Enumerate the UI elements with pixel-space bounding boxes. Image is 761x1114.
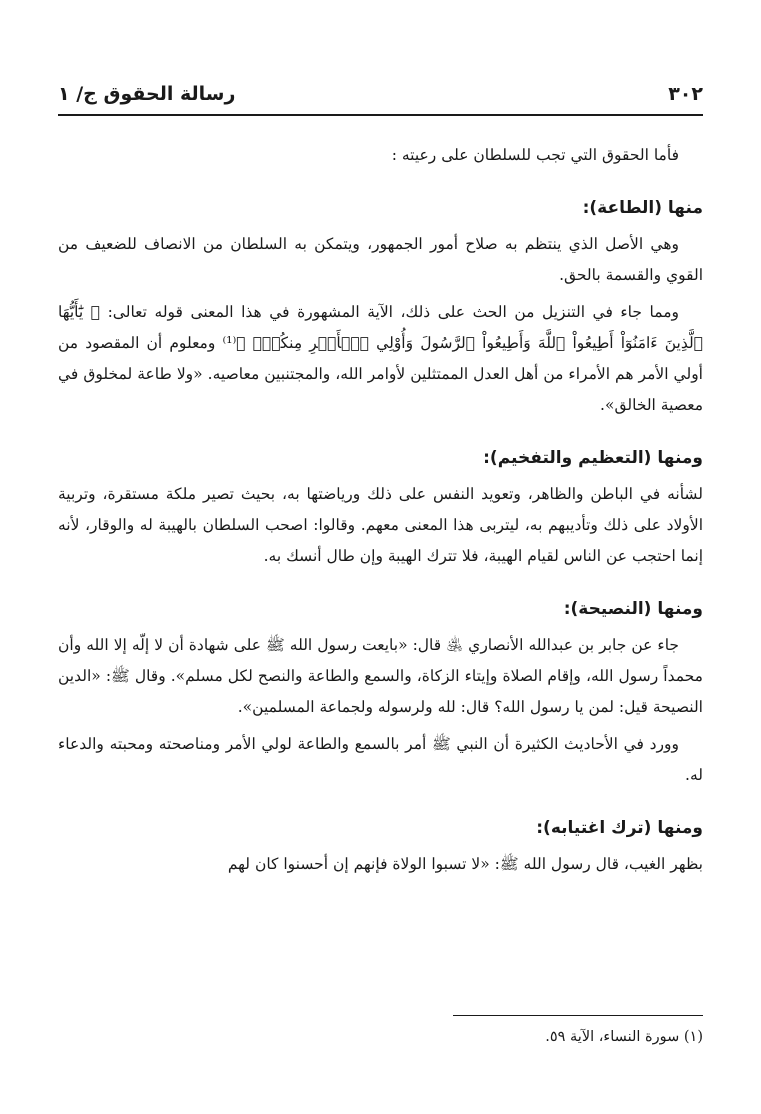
paragraph-obedience-2: ومما جاء في التنزيل من الحث على ذلك، الآية المشهورة في هذا المعنى قوله تعالى: ﴿ يَٰٓأَيُّهَا ٱلَّذِينَ ءَامَنُوٓاْ أَطِيعُواْ ٱللَّهَ وَأَطِيعُواْ ٱلرَّسُولَ وَأُوْلِي ٱلۡأَمۡرِ مِنكُمۡۖ ﴾⁽¹⁾ ومعلوم أن المقصود من أولي الأمر هم الأمراء من أهل العدل الممتثلين لأوامر الله، والمجتنبين معاصيه. «ولا طاعة لمخلوق في معصية الخالق». bbox=[58, 303, 703, 414]
section-heading-advice: ومنها (النصيحة): bbox=[563, 599, 703, 619]
page-header bbox=[58, 74, 703, 116]
paragraph-advice-2: وورد في الأحاديث الكثيرة أن النبي ﷺ أمر بالسمع والطاعة لولي الأمر ومناصحته ومحبته والدعاء له. bbox=[58, 735, 703, 784]
page-body bbox=[58, 140, 703, 880]
section-heading-backbiting: ومنها (ترك اغتيابه): bbox=[536, 818, 703, 838]
book-title: رسالة الحقوق ج/ ١ bbox=[58, 83, 236, 105]
page-number: ٣٠٢ bbox=[668, 83, 703, 105]
paragraph-advice-1: جاء عن جابر بن عبدالله الأنصاري ﵁ قال: «بايعت رسول الله ﷺ على شهادة أن لا إلّه إلا الله وأن محمداً رسول الله، وإقام الصلاة وإيتاء الزكاة، والسمع والطاعة والنصح لكل مسلم». وقال ﷺ: «الدين النصيحة قيل: لمن يا رسول الله؟ قال: لله ولرسوله ولجماعة المسلمين». bbox=[58, 636, 703, 716]
section-heading-obedience: منها (الطاعة): bbox=[582, 198, 703, 218]
footnote-separator bbox=[453, 1015, 703, 1016]
intro-line: فأما الحقوق التي تجب للسلطان على رعيته : bbox=[391, 146, 679, 164]
section-heading-reverence: ومنها (التعظيم والتفخيم): bbox=[483, 448, 703, 468]
footnote: (١) سورة النساء، الآية ٥٩. bbox=[545, 1029, 703, 1045]
paragraph-backbiting-1: بظهر الغيب، قال رسول الله ﷺ: «لا تسبوا الولاة فإنهم إن أحسنوا كان لهم bbox=[227, 855, 703, 873]
paragraph-reverence-1: لشأنه في الباطن والظاهر، وتعويد النفس على ذلك ورياضتها به، بحيث تصير ملكة مستقرة، وتربية الأولاد على ذلك وتأديبهم به، ليتربى هذا المعنى معهم. وقالوا: اصحب السلطان بالهيبة له والوقار، لأنه إنما احتجب عن الناس لقيام الهيبة، فلا تترك الهيبة وإن طال أنسك به. bbox=[58, 485, 703, 565]
paragraph-obedience-1: وهي الأصل الذي ينتظم به صلاح أمور الجمهور، ويتمكن به السلطان من الانصاف للضعيف من القوي والقسمة بالحق. bbox=[58, 235, 703, 284]
